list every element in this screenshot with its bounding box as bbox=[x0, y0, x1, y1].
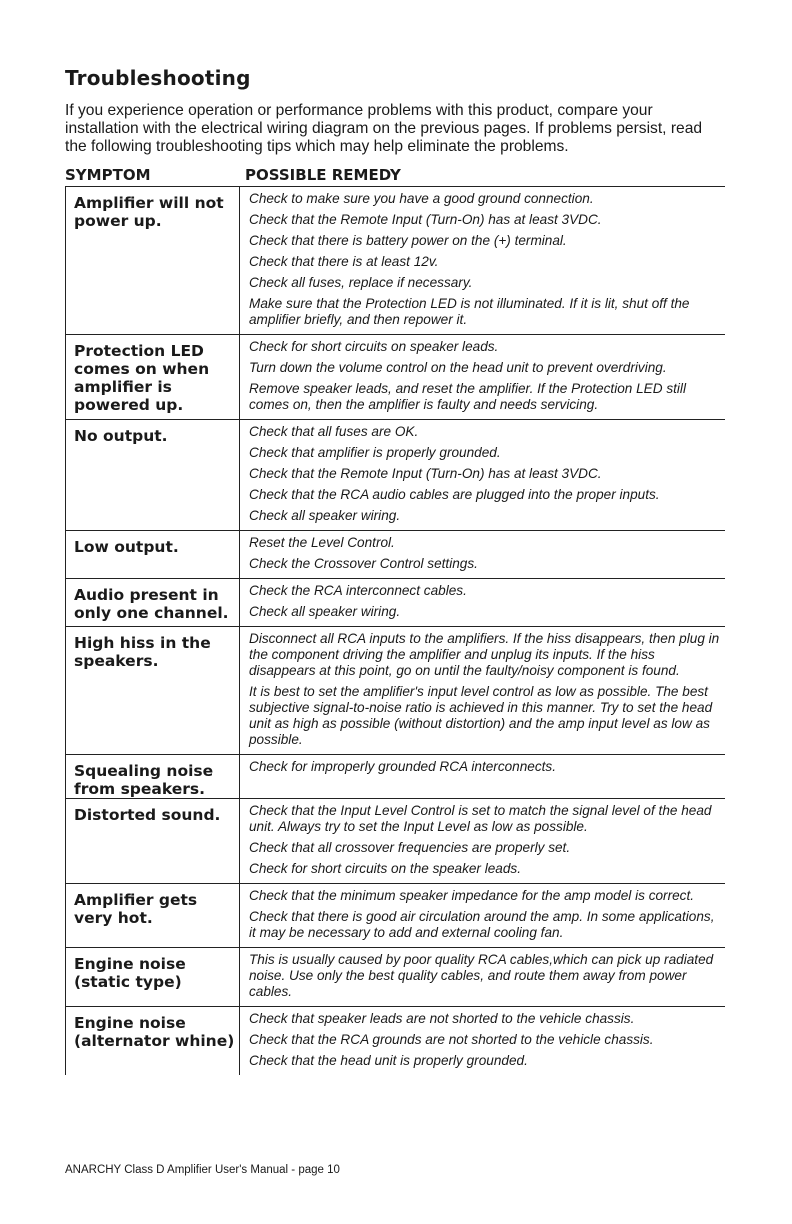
table-headers bbox=[65, 166, 725, 186]
remedy-item: Reset the Level Control. bbox=[249, 535, 395, 550]
symptom-text: No output. bbox=[74, 427, 168, 445]
intro-paragraph: If you experience operation or performance problems with this product, compare your installation with the electrical wiring diagram on the previous pages. If problems persist, read the following troubleshooting tips which may help eliminate the problems. bbox=[65, 102, 703, 155]
symptom-cell bbox=[66, 798, 239, 883]
remedy-cell bbox=[239, 419, 725, 530]
remedy-item: This is usually caused by poor quality RCA cables,which can pick up radiated noise. Use only the best quality cables, and route them away from power cables. bbox=[249, 952, 714, 999]
remedy-item: Check all speaker wiring. bbox=[249, 508, 401, 523]
remedy-item: Check that the Remote Input (Turn-On) has at least 3VDC. bbox=[249, 466, 602, 481]
table-row bbox=[66, 186, 725, 334]
remedy-cell bbox=[239, 754, 725, 798]
remedy-cell bbox=[239, 947, 725, 1006]
remedy-cell bbox=[239, 186, 725, 334]
remedy-item: Check that there is good air circulation around the amp. In some applications, it may be necessary to add and external cooling fan. bbox=[249, 909, 715, 940]
remedy-item: Check for improperly grounded RCA interconnects. bbox=[249, 759, 557, 774]
symptom-text: Squealing noise from speakers. bbox=[74, 762, 214, 798]
symptom-cell bbox=[66, 578, 239, 626]
remedy-cell bbox=[239, 578, 725, 626]
remedy-item: Turn down the volume control on the head unit to prevent overdriving. bbox=[249, 360, 667, 375]
symptom-text: Protection LED comes on when amplifier is powered up. bbox=[74, 342, 210, 414]
remedy-item: Check that there is at least 12v. bbox=[249, 254, 439, 269]
page-footer: ANARCHY Class D Amplifier User's Manual - page 10 bbox=[65, 1164, 340, 1176]
remedy-item: Make sure that the Protection LED is not illuminated. If it is lit, shut off the amplifier briefly, and then repower it. bbox=[249, 296, 690, 327]
remedy-header: POSSIBLE REMEDY bbox=[245, 166, 401, 184]
table-row bbox=[66, 798, 725, 883]
table-row bbox=[66, 1006, 725, 1075]
remedy-item: Check for short circuits on speaker leads. bbox=[249, 339, 499, 354]
table-row bbox=[66, 530, 725, 578]
remedy-item: Disconnect all RCA inputs to the amplifiers. If the hiss disappears, then plug in the component driving the amplifier and unplug its inputs. If the hiss disappears at this point, go on until the faulty/noisy component is found. bbox=[249, 631, 720, 678]
table-row bbox=[66, 883, 725, 947]
table-row bbox=[66, 754, 725, 798]
symptom-cell bbox=[66, 334, 239, 419]
symptom-text: Distorted sound. bbox=[74, 806, 221, 824]
symptom-text: Amplifier will not power up. bbox=[74, 194, 224, 230]
remedy-item: Check the RCA interconnect cables. bbox=[249, 583, 467, 598]
troubleshooting-table bbox=[65, 186, 725, 1075]
remedy-item: Remove speaker leads, and reset the amplifier. If the Protection LED still comes on, then the amplifier is faulty and needs servicing. bbox=[249, 381, 686, 412]
table-row bbox=[66, 947, 725, 1006]
symptom-cell bbox=[66, 883, 239, 947]
remedy-cell bbox=[239, 1006, 725, 1075]
remedy-item: Check that all crossover frequencies are properly set. bbox=[249, 840, 571, 855]
symptom-header: SYMPTOM bbox=[65, 166, 151, 184]
remedy-item: Check that speaker leads are not shorted to the vehicle chassis. bbox=[249, 1011, 635, 1026]
remedy-item: Check that the minimum speaker impedance for the amp model is correct. bbox=[249, 888, 695, 903]
table-row bbox=[66, 334, 725, 419]
remedy-item: Check for short circuits on the speaker leads. bbox=[249, 861, 522, 876]
remedy-cell bbox=[239, 798, 725, 883]
remedy-item: Check that there is battery power on the (+) terminal. bbox=[249, 233, 567, 248]
remedy-item: Check that the RCA audio cables are plugged into the proper inputs. bbox=[249, 487, 660, 502]
remedy-item: Check to make sure you have a good ground connection. bbox=[249, 191, 594, 206]
symptom-text: Low output. bbox=[74, 538, 179, 556]
symptom-text: High hiss in the speakers. bbox=[74, 634, 211, 670]
remedy-item: Check that the Input Level Control is set to match the signal level of the head unit. Always try to set the Input Level as low as possible. bbox=[249, 803, 712, 834]
symptom-cell bbox=[66, 530, 239, 578]
symptom-cell bbox=[66, 947, 239, 1006]
page-title: Troubleshooting bbox=[65, 66, 251, 90]
remedy-item: Check all speaker wiring. bbox=[249, 604, 401, 619]
remedy-item: Check that the head unit is properly grounded. bbox=[249, 1053, 528, 1068]
remedy-cell bbox=[239, 530, 725, 578]
remedy-cell bbox=[239, 334, 725, 419]
remedy-cell bbox=[239, 883, 725, 947]
remedy-item: Check the Crossover Control settings. bbox=[249, 556, 478, 571]
remedy-item: Check that the Remote Input (Turn-On) has at least 3VDC. bbox=[249, 212, 602, 227]
table-row bbox=[66, 419, 725, 530]
remedy-item: Check that amplifier is properly grounded. bbox=[249, 445, 501, 460]
table-row bbox=[66, 578, 725, 626]
remedy-item: Check that all fuses are OK. bbox=[249, 424, 419, 439]
remedy-cell bbox=[239, 626, 725, 754]
symptom-text: Audio present in only one channel. bbox=[74, 586, 229, 622]
page-content bbox=[65, 66, 725, 1075]
symptom-text: Engine noise (static type) bbox=[74, 955, 186, 991]
symptom-cell bbox=[66, 754, 239, 798]
symptom-cell bbox=[66, 419, 239, 530]
symptom-cell bbox=[66, 186, 239, 334]
remedy-item: It is best to set the amplifier's input level control as low as possible. The best subjective signal-to-noise ratio is achieved in this manner. Try to set the head unit as high as possible (without distortion) and the amp input level as low as possible. bbox=[249, 684, 713, 747]
symptom-text: Amplifier gets very hot. bbox=[74, 891, 198, 927]
symptom-cell bbox=[66, 1006, 239, 1075]
remedy-item: Check all fuses, replace if necessary. bbox=[249, 275, 473, 290]
symptom-text: Engine noise (alternator whine) bbox=[74, 1014, 235, 1050]
table-row bbox=[66, 626, 725, 754]
remedy-item: Check that the RCA grounds are not shorted to the vehicle chassis. bbox=[249, 1032, 654, 1047]
symptom-cell bbox=[66, 626, 239, 754]
